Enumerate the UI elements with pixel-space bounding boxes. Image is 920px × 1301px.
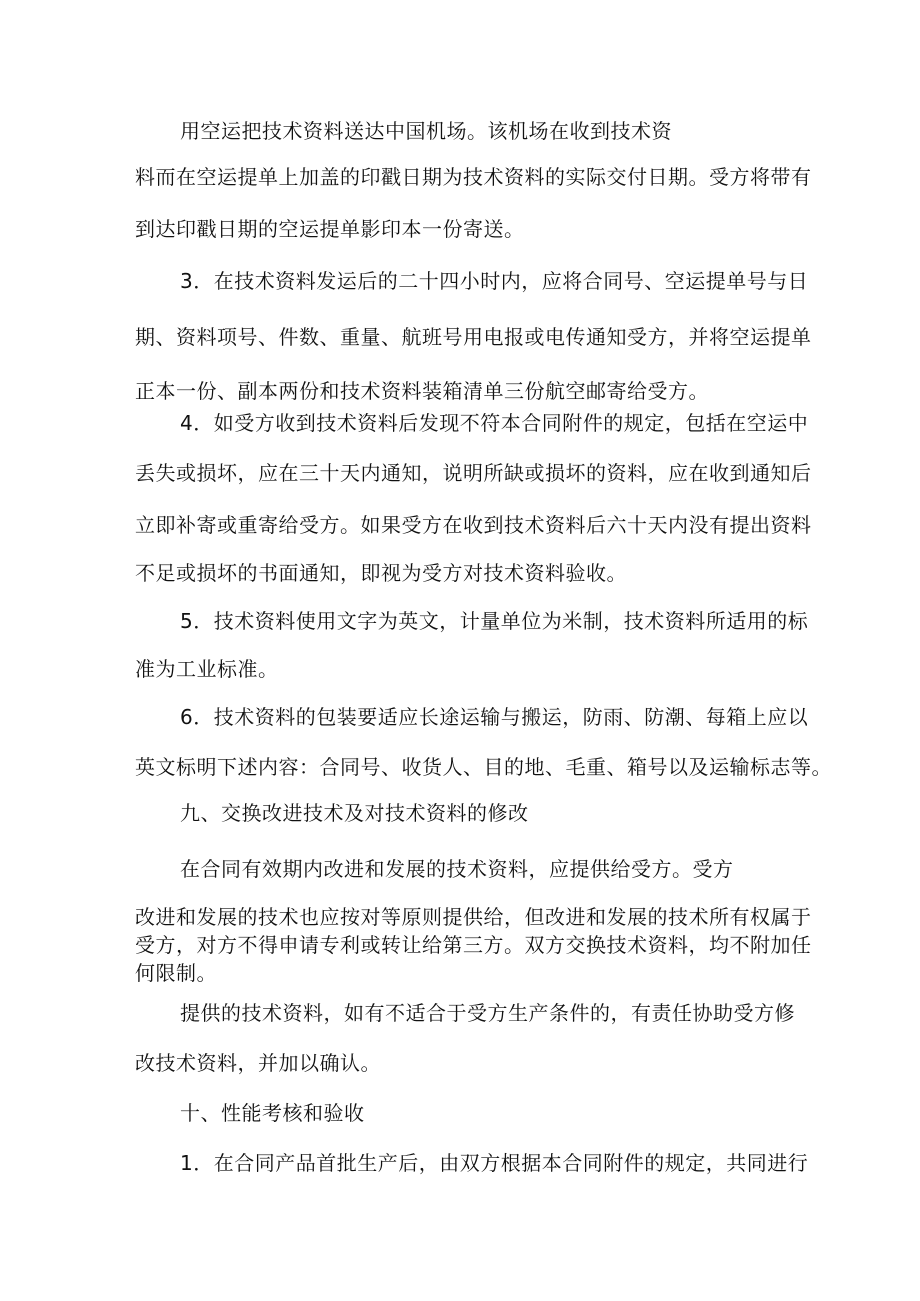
- text-line: 在合同有效期内改进和发展的技术资料，应提供给受方。受方: [180, 857, 734, 881]
- text-line: 4．如受方收到技术资料后发现不符本合同附件的规定，包括在空运中: [180, 411, 809, 435]
- text-line: 不足或损坏的书面通知，即视为受方对技术资料验收。: [135, 561, 627, 585]
- text-line: 6．技术资料的包装要适应长途运输与搬运，防雨、防潮、每箱上应以: [180, 705, 809, 729]
- text-line: 何限制。: [135, 961, 217, 985]
- text-line: 受方，对方不得申请专利或转让给第三方。双方交换技术资料，均不附加任: [135, 933, 812, 957]
- text-line: 1．在合同产品首批生产后，由双方根据本合同附件的规定，共同进行: [180, 1151, 809, 1175]
- section-heading: 十、性能考核和验收: [180, 1101, 365, 1125]
- text-line: 改进和发展的技术也应按对等原则提供给，但改进和发展的技术所有权属于: [135, 905, 812, 929]
- section-heading: 九、交换改进技术及对技术资料的修改: [180, 801, 529, 825]
- text-line: 3．在技术资料发运后的二十四小时内，应将合同号、空运提单号与日: [180, 269, 809, 293]
- text-line: 英文标明下述内容：合同号、收货人、目的地、毛重、箱号以及运输标志等。: [135, 755, 832, 779]
- text-line: 正本一份、副本两份和技术资料装箱清单三份航空邮寄给受方。: [135, 379, 709, 403]
- text-line: 提供的技术资料，如有不适合于受方生产条件的，有责任协助受方修: [180, 1001, 795, 1025]
- text-line: 用空运把技术资料送达中国机场。该机场在收到技术资: [180, 119, 672, 143]
- text-line: 到达印戳日期的空运提单影印本一份寄送。: [135, 217, 525, 241]
- text-line: 丢失或损坏，应在三十天内通知，说明所缺或损坏的资料，应在收到通知后: [135, 461, 812, 485]
- text-line: 准为工业标准。: [135, 657, 279, 681]
- text-line: 料而在空运提单上加盖的印戳日期为技术资料的实际交付日期。受方将带有: [135, 165, 812, 189]
- text-line: 期、资料项号、件数、重量、航班号用电报或电传通知受方，并将空运提单: [135, 325, 812, 349]
- text-line: 5．技术资料使用文字为英文，计量单位为米制，技术资料所适用的标: [180, 609, 809, 633]
- text-line: 立即补寄或重寄给受方。如果受方在收到技术资料后六十天内没有提出资料: [135, 513, 812, 537]
- text-line: 改技术资料，并加以确认。: [135, 1051, 381, 1075]
